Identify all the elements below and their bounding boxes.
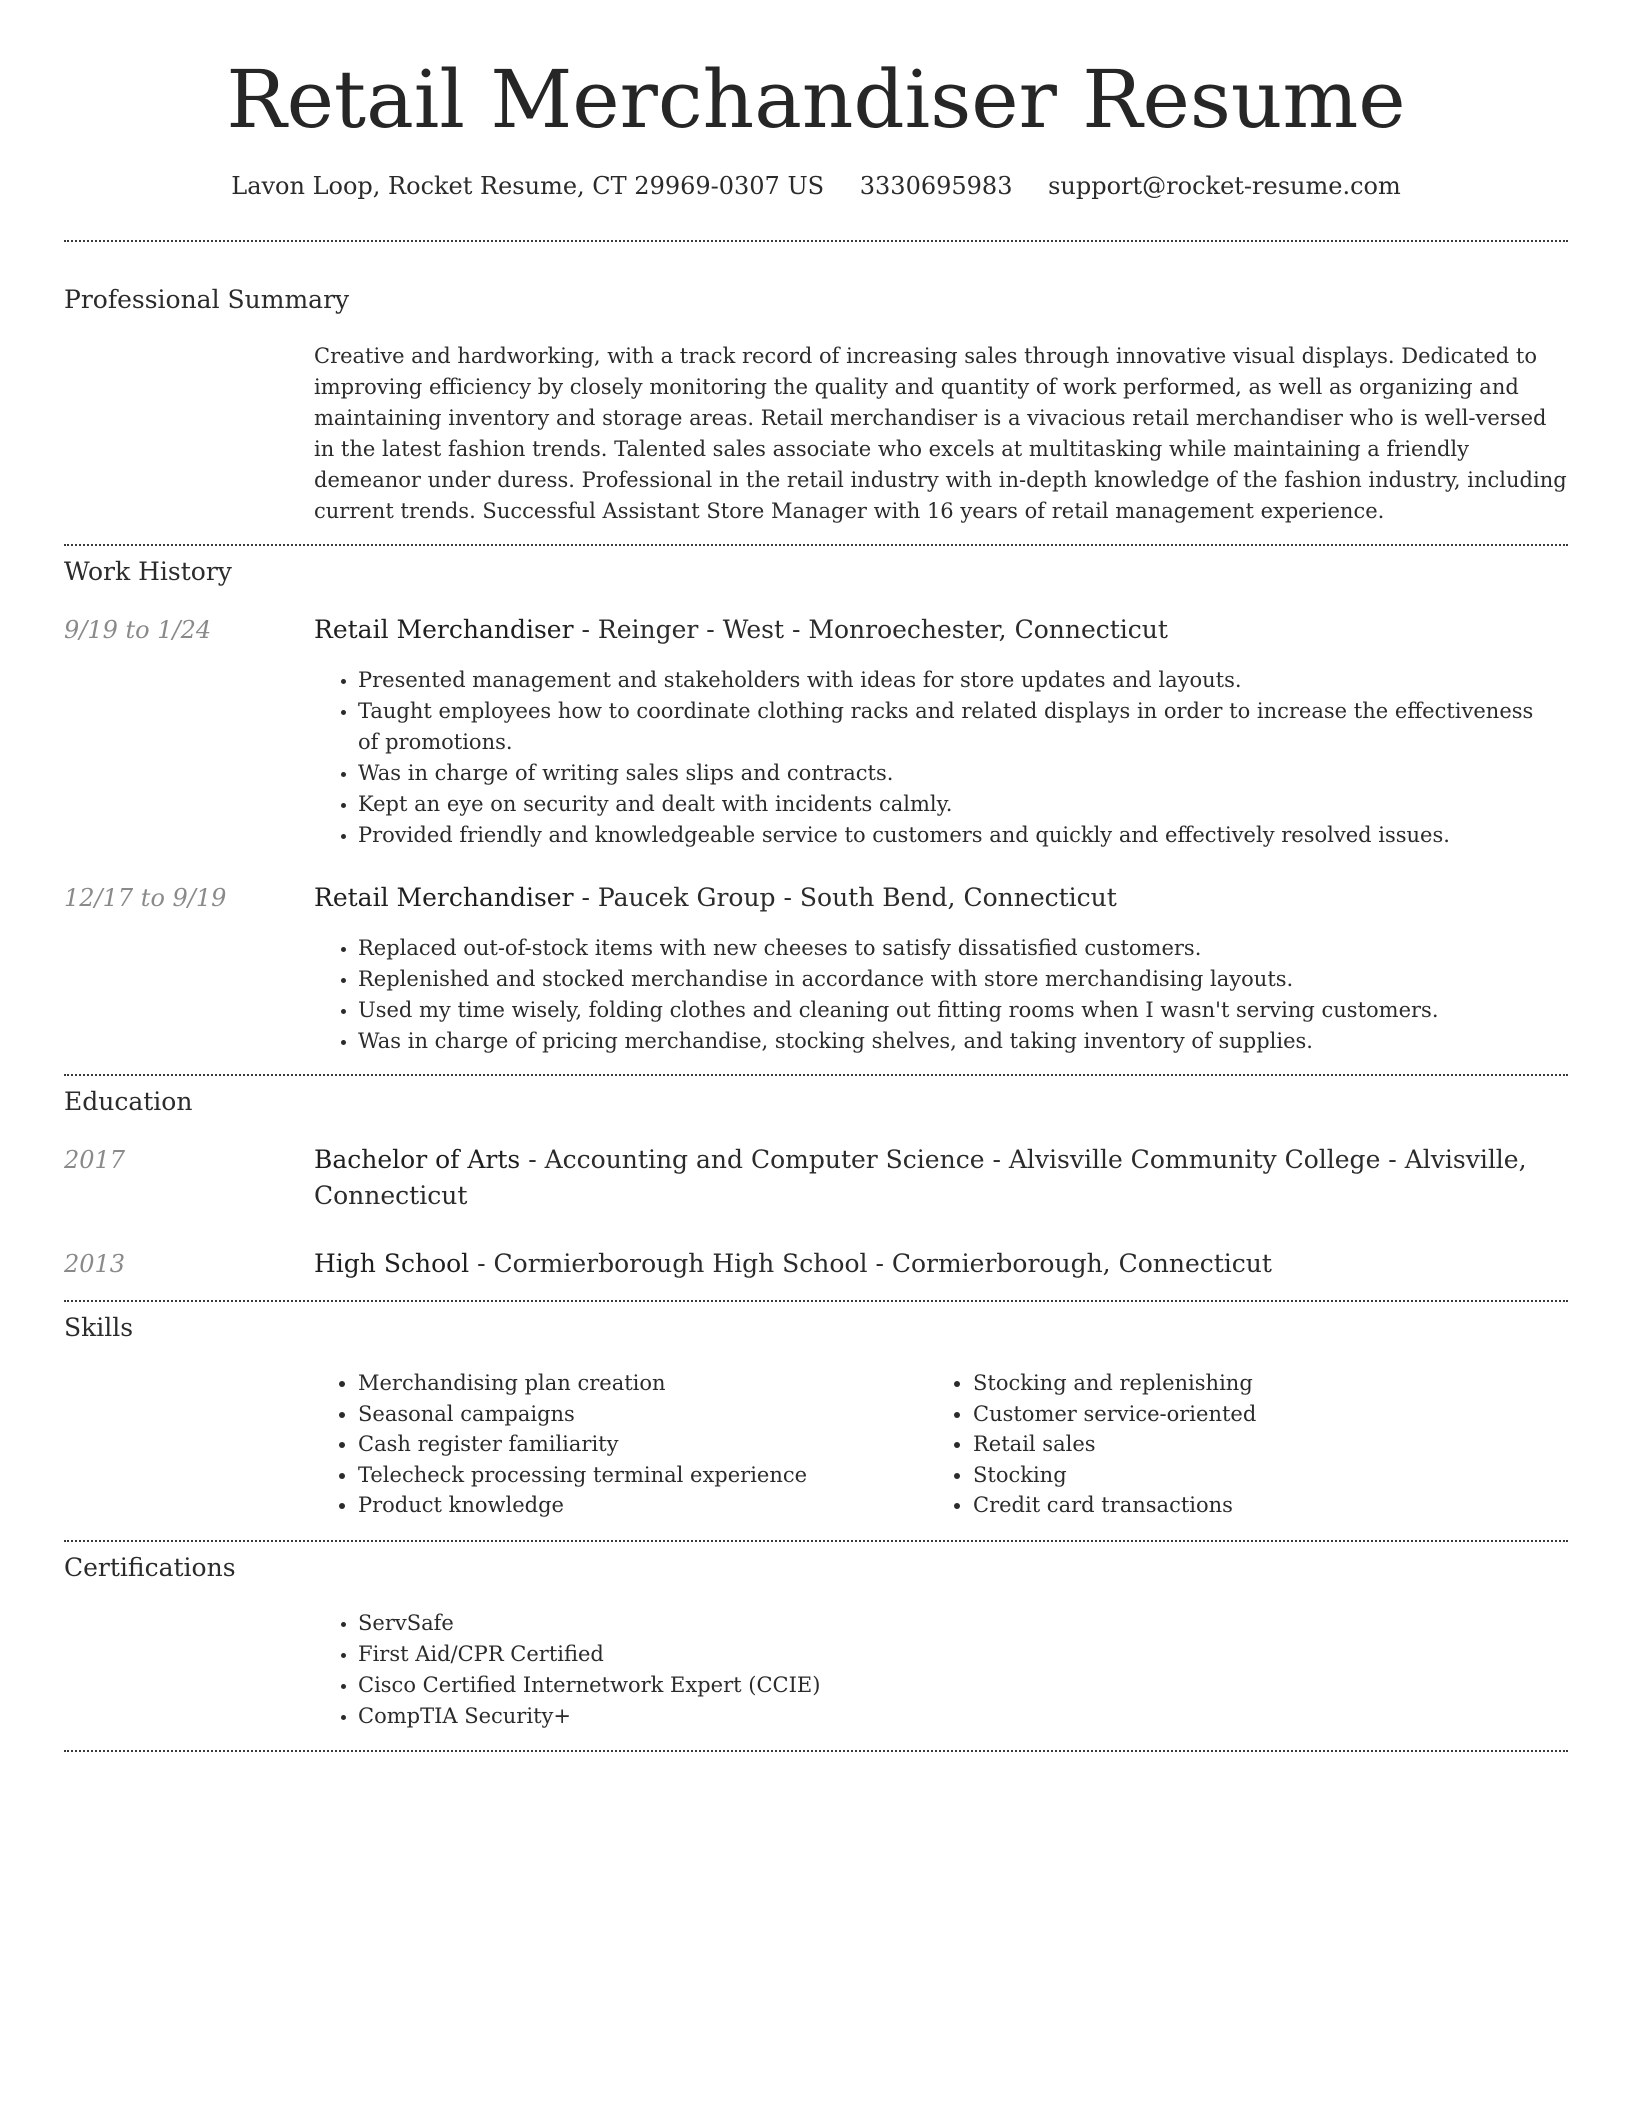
- job-role: Retail Merchandiser: [314, 615, 574, 644]
- contact-line: [0, 170, 1632, 202]
- list-item: • Used my time wisely, folding clothes and cleaning out fitting rooms when I wasn't serving customers.: [358, 995, 1558, 1026]
- list-item: • Was in charge of pricing merchandise, stocking shelves, and taking inventory of supplies.: [358, 1026, 1558, 1057]
- education-year: 2013: [64, 1250, 126, 1278]
- job-details: - Paucek Group - South Bend, Connecticut: [573, 883, 1117, 912]
- list-item: • Merchandising plan creation: [358, 1368, 928, 1399]
- job-title: [314, 612, 1570, 648]
- divider: [64, 1300, 1568, 1302]
- section-title-skills: Skills: [64, 1313, 134, 1342]
- list-item: • Replenished and stocked merchandise in accordance with store merchandising layouts.: [358, 964, 1558, 995]
- divider: [64, 1750, 1568, 1752]
- list-item: • Customer service-oriented: [973, 1399, 1543, 1430]
- list-item: • Cash register familiarity: [358, 1429, 928, 1460]
- list-item: • Was in charge of writing sales slips and contracts.: [358, 758, 1558, 789]
- list-item: • CompTIA Security+: [358, 1701, 1558, 1732]
- list-item: • Presented management and stakeholders with ideas for store updates and layouts.: [358, 665, 1558, 696]
- divider: [64, 544, 1568, 546]
- skills-list-right: [929, 1368, 1543, 1521]
- list-item: • Replaced out-of-stock items with new cheeses to satisfy dissatisfied customers.: [358, 933, 1558, 964]
- list-item: • ServSafe: [358, 1608, 1558, 1639]
- list-item: • Taught employees how to coordinate clothing racks and related displays in order to increase the effectiveness of promotions.: [358, 696, 1558, 758]
- list-item: • Provided friendly and knowledgeable service to customers and quickly and effectively resolved issues.: [358, 820, 1558, 851]
- skills-list-left: [314, 1368, 928, 1521]
- job-dates: 9/19 to 1/24: [64, 616, 212, 644]
- education-entry: [314, 1142, 1570, 1214]
- list-item: • Telecheck processing terminal experience: [358, 1460, 928, 1491]
- list-item: • Product knowledge: [358, 1490, 928, 1521]
- education-details: - Accounting and Computer Science - Alvisville Community College - Alvisville, Connecticut: [314, 1145, 1527, 1210]
- list-item: • Kept an eye on security and dealt with incidents calmly.: [358, 789, 1558, 820]
- contact-address: Lavon Loop, Rocket Resume, CT 29969-0307 US: [231, 172, 825, 200]
- job-title: [314, 880, 1570, 916]
- resume-title: Retail Merchandiser Resume: [226, 53, 1406, 146]
- list-item: • Retail sales: [973, 1429, 1543, 1460]
- certifications-list: [314, 1608, 1558, 1732]
- list-item: • Stocking and replenishing: [973, 1368, 1543, 1399]
- education-degree: Bachelor of Arts: [314, 1145, 521, 1174]
- education-degree: High School: [314, 1249, 470, 1278]
- education-entry: [314, 1246, 1570, 1282]
- job-details: - Reinger - West - Monroechester, Connecticut: [573, 615, 1168, 644]
- section-title-work-history: Work History: [64, 557, 232, 586]
- divider: [64, 1540, 1568, 1542]
- summary-text: Creative and hardworking, with a track record of increasing sales through innovative visual displays. Dedicated to improving efficiency by closely monitoring the quality and quantity of work performed, as well as organizing and maintaining inventory and storage areas. Retail merchandiser is a vivacious retail merchandiser who is well-versed in the latest fashion trends. Talented sales associate who excels at multitasking while maintaining a friendly demeanor under duress. Professional in the retail industry with in-depth knowledge of the fashion industry, including current trends. Successful Assistant Store Manager with 16 years of retail management experience.: [314, 344, 1567, 523]
- section-title-education: Education: [64, 1087, 193, 1116]
- contact-phone: 3330695983: [859, 172, 1013, 200]
- list-item: • Stocking: [973, 1460, 1543, 1491]
- job-bullets: [314, 933, 1558, 1057]
- list-item: • Credit card transactions: [973, 1490, 1543, 1521]
- divider: [64, 1074, 1568, 1076]
- education-details: - Cormierborough High School - Cormierborough, Connecticut: [469, 1249, 1272, 1278]
- divider: [64, 240, 1568, 242]
- job-dates: 12/17 to 9/19: [64, 884, 227, 912]
- job-bullets: [314, 665, 1558, 851]
- list-item: • Cisco Certified Internetwork Expert (CCIE): [358, 1670, 1558, 1701]
- job-role: Retail Merchandiser: [314, 883, 574, 912]
- contact-email: support@rocket-resume.com: [1048, 172, 1401, 200]
- list-item: • Seasonal campaigns: [358, 1399, 928, 1430]
- section-title-summary: Professional Summary: [64, 285, 350, 314]
- section-title-certifications: Certifications: [64, 1553, 236, 1582]
- education-year: 2017: [64, 1146, 126, 1174]
- list-item: • First Aid/CPR Certified: [358, 1639, 1558, 1670]
